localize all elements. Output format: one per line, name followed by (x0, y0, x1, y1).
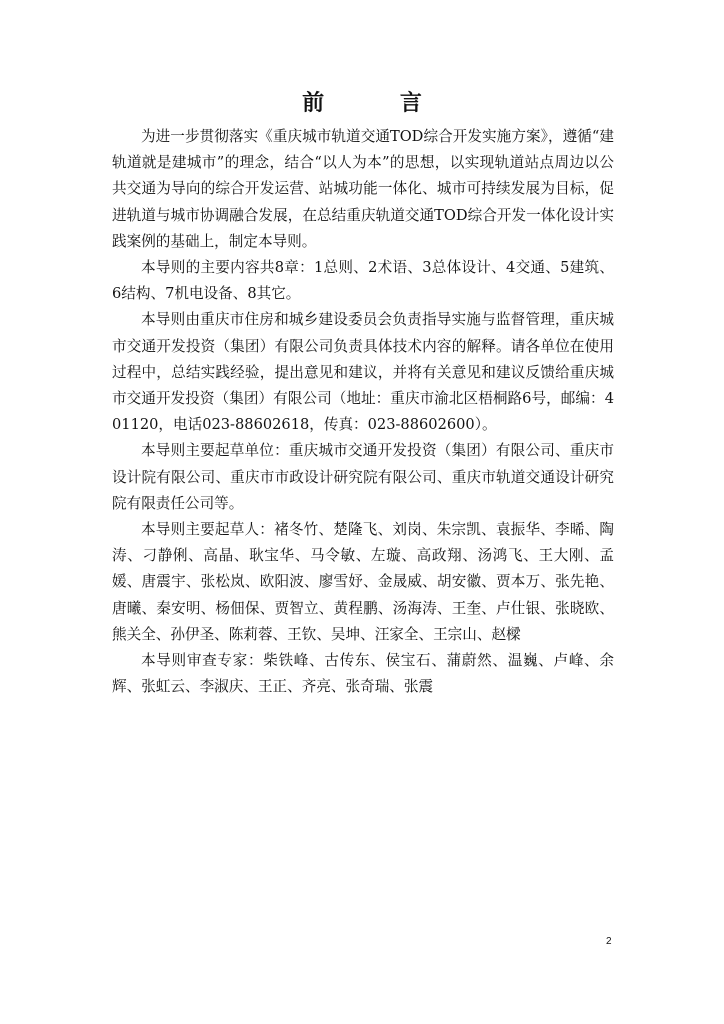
paragraph-management: 本导则由重庆市住房和城乡建设委员会负责指导实施与监督管理，重庆城市交通开发投资（集团）有限公司负责具体技术内容的解释。请各单位在使用过程中，总结实践经验，提出意见和建议，并将有关意见和建议反馈给重庆城市交通开发投资（集团）有限公司（地址：重庆市渝北区梧桐路6号，邮编：401120，电话023-88602618，传真：023-88602600）。 (112, 311, 614, 434)
page-number: 2 (606, 936, 612, 947)
paragraph-reviewers: 本导则审查专家：柴铁峰、古传东、侯宝石、蒲蔚然、温巍、卢峰、余辉、张虹云、李淑庆、王正、齐亮、张奇瑞、张震 (112, 652, 614, 696)
paragraph-drafters: 本导则主要起草人：褚冬竹、楚隆飞、刘岗、朱宗凯、袁振华、李晞、陶涛、刁静俐、高晶、耿宝华、马令敏、左璇、高政翔、汤鸿飞、王大刚、孟媛、唐震宇、张松岚、欧阳波、廖雪妤、金晟威、胡安徽、贾本万、张先艳、唐曦、秦安明、杨佃保、贾智立、黄程鹏、汤海涛、王奎、卢仕银、张晓欧、熊关全、孙伊圣、陈莉蓉、王钦、吴坤、汪家全、王宗山、赵樑 (112, 521, 614, 643)
page-title: 前 言 (302, 90, 456, 116)
paragraph-purpose: 为进一步贯彻落实《重庆城市轨道交通TOD综合开发实施方案》，遵循“建轨道就是建城市”的理念，结合“以人为本”的思想，以实现轨道站点周边以公共交通为导向的综合开发运营、站城功能一体化、城市可持续发展为目标，促进轨道与城市协调融合发展，在总结重庆轨道交通TOD综合开发一体化设计实践案例的基础上，制定本导则。 (112, 128, 614, 250)
paragraph-contents: 本导则的主要内容共8章：1总则、2术语、3总体设计、4交通、5建筑、6结构、7机电设备、8其它。 (112, 259, 614, 303)
preface-body (112, 124, 614, 700)
paragraph-drafting-units: 本导则主要起草单位：重庆城市交通开发投资（集团）有限公司、重庆市设计院有限公司、重庆市市政设计研究院有限公司、重庆市轨道交通设计研究院有限责任公司等。 (112, 442, 614, 512)
